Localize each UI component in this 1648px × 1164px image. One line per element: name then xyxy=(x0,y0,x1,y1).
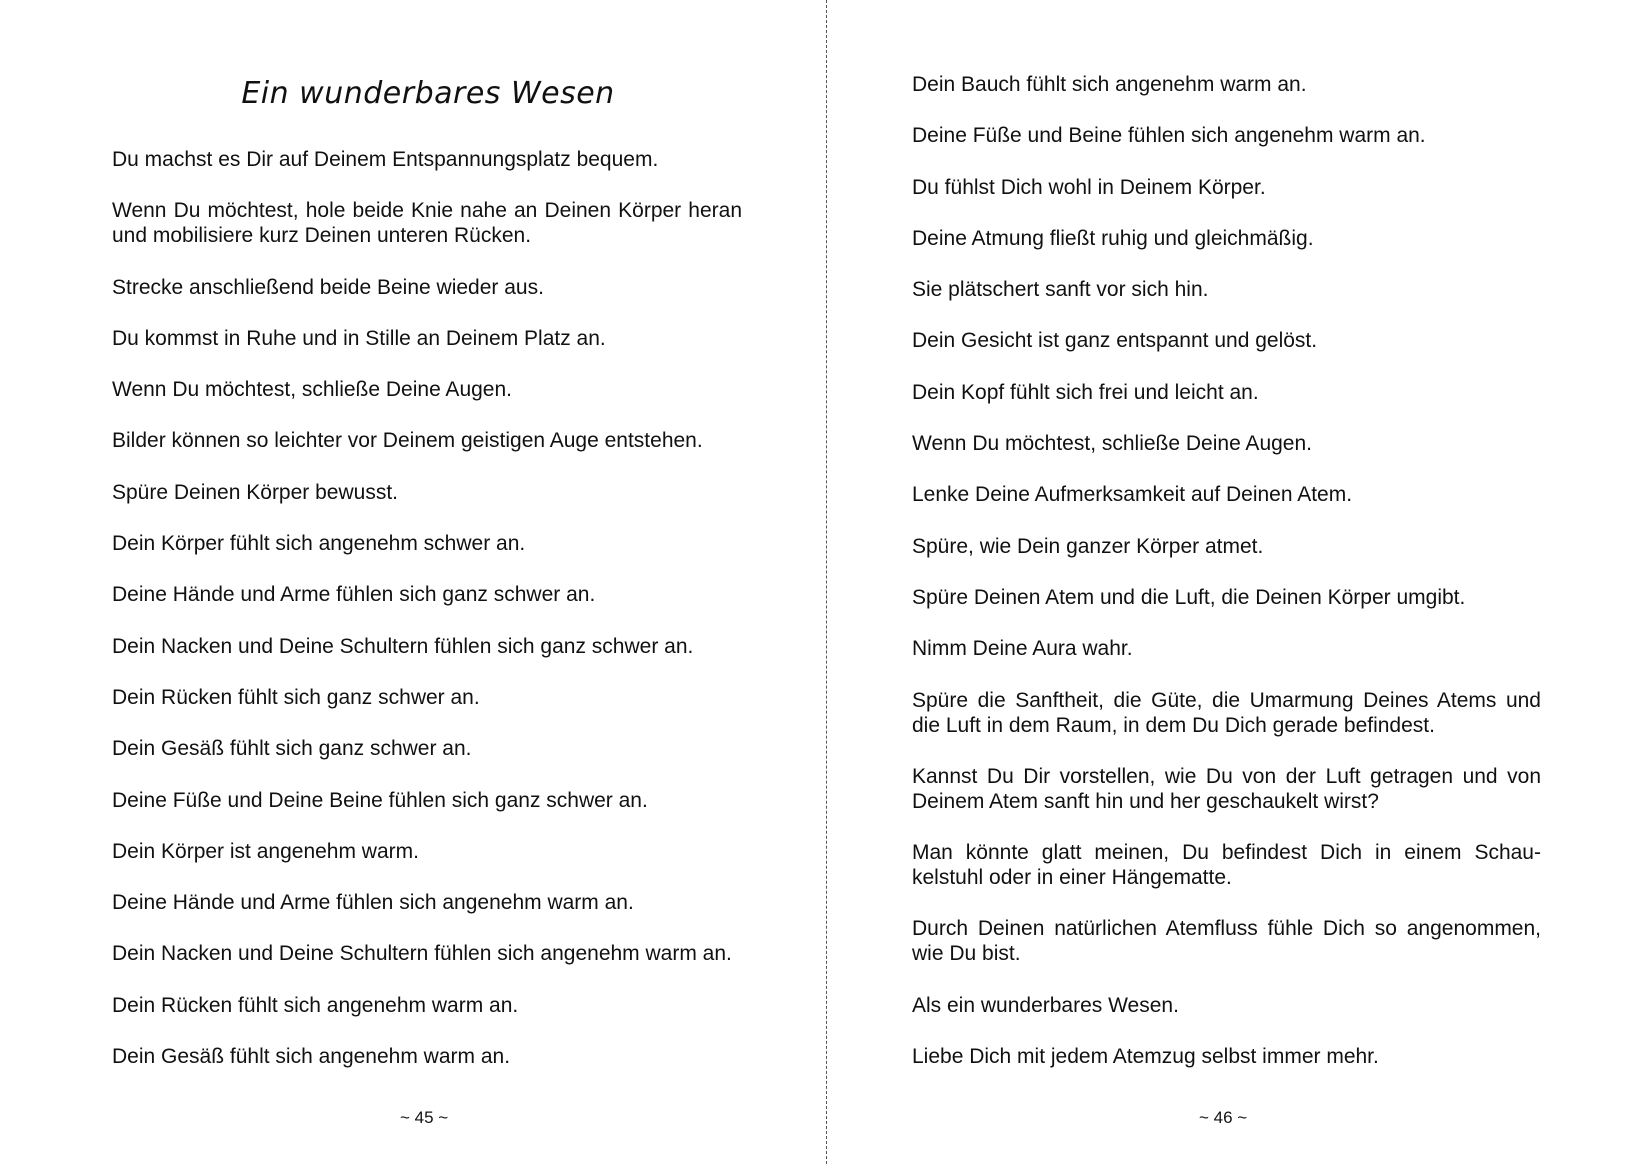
paragraph: Spüre, wie Dein ganzer Körper atmet. xyxy=(912,534,1264,558)
page-number: ~ 46 ~ xyxy=(1199,1108,1248,1127)
paragraph: Wenn Du möchtest, schließe Deine Augen. xyxy=(112,378,512,402)
page-number: ~ 45 ~ xyxy=(400,1108,449,1127)
paragraph: Dein Rücken fühlt sich ganz schwer an. xyxy=(112,685,480,709)
paragraph: Dein Körper ist angenehm warm. xyxy=(112,839,419,863)
paragraph: Spüre Deinen Körper bewusst. xyxy=(112,480,398,504)
paragraph: Dein Körper fühlt sich angenehm schwer an. xyxy=(112,532,526,556)
paragraph: Du fühlst Dich wohl in Deinem Körper. xyxy=(912,175,1266,199)
paragraph: Du machst es Dir auf Deinem Entspannungsplatz bequem. xyxy=(112,148,659,171)
paragraph: Deine Hände und Arme fühlen sich ganz schwer an. xyxy=(112,583,596,607)
paragraph: Als ein wunderbares Wesen. xyxy=(912,993,1179,1017)
left-paragraph-list xyxy=(112,147,742,1095)
paragraph: Deine Hände und Arme fühlen sich angenehm warm an. xyxy=(112,891,634,915)
paragraph: Dein Bauch fühlt sich angenehm warm an. xyxy=(912,73,1307,96)
paragraph: Dein Gesäß fühlt sich ganz schwer an. xyxy=(112,737,472,761)
paragraph: Dein Nacken und Deine Schultern fühlen sich angenehm warm an. xyxy=(112,942,732,966)
paragraph: Deine Atmung fließt ruhig und gleichmäßig. xyxy=(912,226,1314,250)
paragraph: Spüre Deinen Atem und die Luft, die Deinen Körper umgibt. xyxy=(912,585,1466,609)
paragraph: Spüre die Sanftheit, die Güte, die Umarmung Deines Atems und die Luft in dem Raum, in dem Du Dich gerade befindest. xyxy=(912,688,1541,737)
paragraph: Kannst Du Dir vorstellen, wie Du von der Luft getragen und von Deinem Atem sanft hin und her geschaukelt wirst? xyxy=(912,764,1541,813)
paragraph: Lenke Deine Aufmerksamkeit auf Deinen Atem. xyxy=(912,483,1353,507)
paragraph: Dein Rücken fühlt sich angenehm warm an. xyxy=(112,993,519,1017)
paragraph: Sie plätschert sanft vor sich hin. xyxy=(912,278,1209,302)
paragraph: Dein Kopf fühlt sich frei und leicht an. xyxy=(912,380,1259,404)
paragraph: Strecke anschließend beide Beine wieder aus. xyxy=(112,275,544,299)
paragraph: Wenn Du möchtest, hole beide Knie nahe an Deinen Körper heran und mobilisiere kurz Deinen unteren Rücken. xyxy=(112,199,742,248)
paragraph: Deine Füße und Beine fühlen sich angenehm warm an. xyxy=(912,124,1426,148)
paragraph: Dein Nacken und Deine Schultern fühlen sich ganz schwer an. xyxy=(112,634,694,658)
paragraph: Dein Gesicht ist ganz entspannt und gelöst. xyxy=(912,329,1318,353)
page-title: Ein wunderbares Wesen xyxy=(241,76,615,111)
right-page xyxy=(827,0,1648,1164)
paragraph: Du kommst in Ruhe und in Stille an Deinem Platz an. xyxy=(112,326,606,350)
paragraph: Nimm Deine Aura wahr. xyxy=(912,637,1133,661)
paragraph: Deine Füße und Deine Beine fühlen sich ganz schwer an. xyxy=(112,788,648,812)
paragraph: Durch Deinen natürlichen Atemfluss fühle Dich so angenommen, wie Du bist. xyxy=(912,917,1541,966)
paragraph: Wenn Du möchtest, schließe Deine Augen. xyxy=(912,432,1312,456)
paragraph: Bilder können so leichter vor Deinem geistigen Auge entstehen. xyxy=(112,429,703,453)
paragraph: Dein Gesäß fühlt sich angenehm warm an. xyxy=(112,1045,511,1069)
right-paragraph-list xyxy=(912,72,1541,1095)
paragraph: Man könnte glatt meinen, Du befindest Dich in einem Schaukelstuhl oder in einer Hängematte. xyxy=(912,841,1541,890)
paragraph: Liebe Dich mit jedem Atemzug selbst immer mehr. xyxy=(912,1045,1379,1069)
